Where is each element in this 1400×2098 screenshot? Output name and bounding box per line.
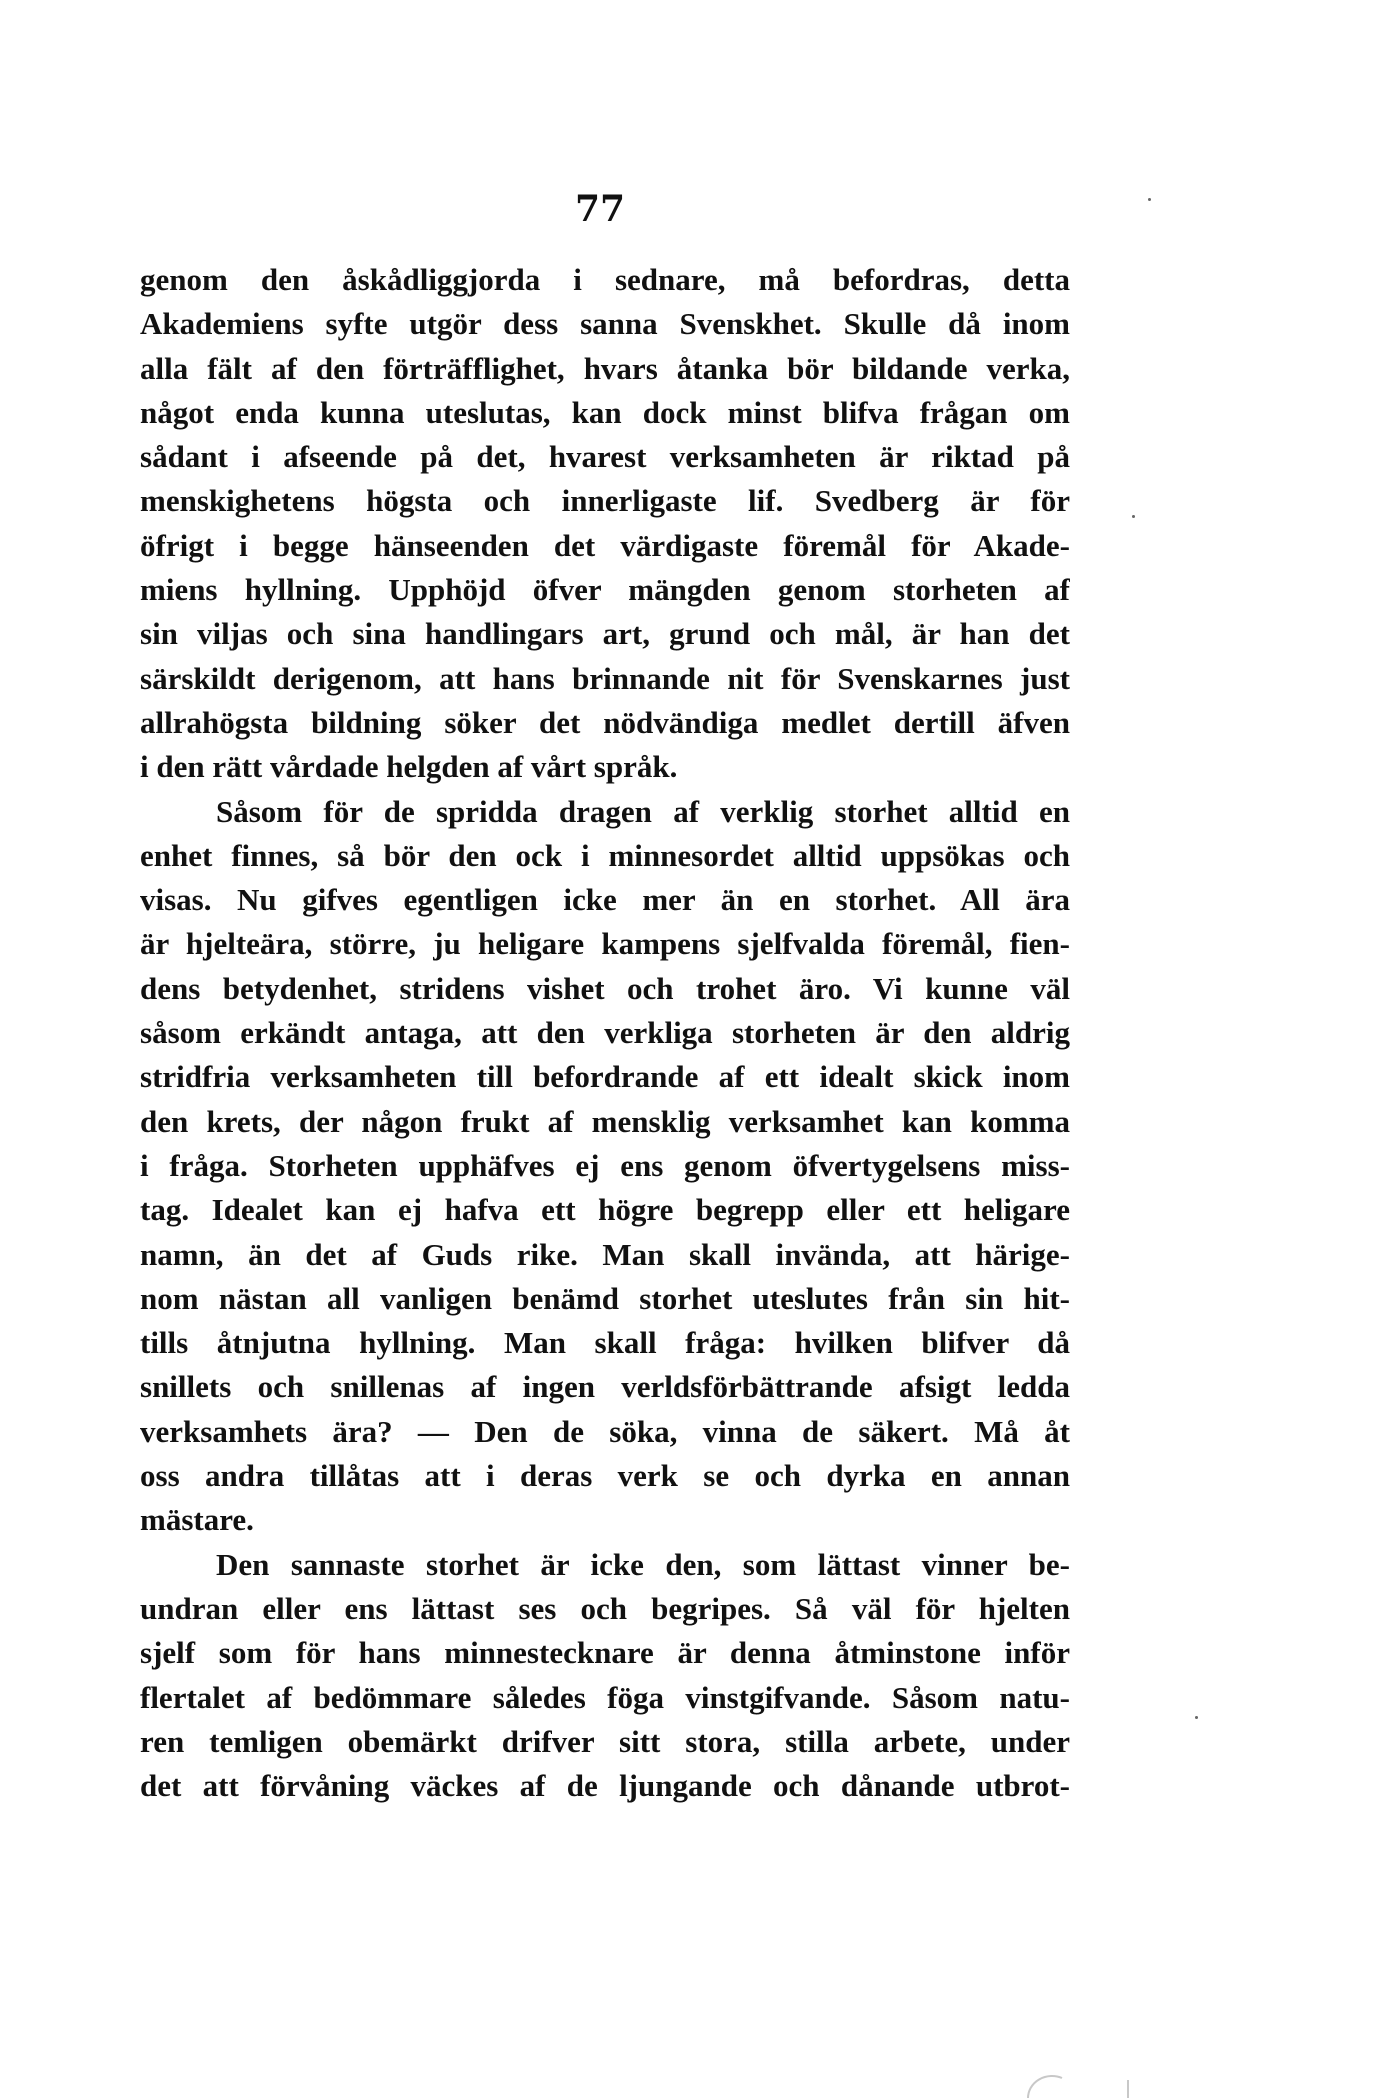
text-line: flertalet af bedömmare således föga vinstgifvande. Såsom natu- [140,1679,1070,1715]
text-line: Såsom för de spridda dragen af verklig storhet alltid en [216,793,1070,829]
scan-speck [1195,1716,1198,1719]
watermark-fragment [1010,2068,1140,2098]
text-line: snillets och snillenas af ingen verldsförbättrande afsigt ledda [140,1369,1070,1405]
text-line: i den rätt vårdade helgden af vårt språk. [140,749,678,785]
text-line: den krets, der någon frukt af mensklig verksamhet kan komma [140,1103,1070,1139]
text-line: namn, än det af Guds rike. Man skall invända, att härige- [140,1236,1070,1272]
text-line: menskighetens högsta och innerligaste lif. Svedberg är för [140,483,1070,519]
text-line: sin viljas och sina handlingars art, grund och mål, är han det [140,616,1070,652]
text-line: såsom erkändt antaga, att den verkliga storheten är den aldrig [140,1015,1070,1051]
text-line: är hjelteära, större, ju heligare kampens sjelfvalda föremål, fien- [140,926,1070,962]
text-line: enhet finnes, så bör den ock i minnesordet alltid uppsökas och [140,837,1070,873]
scan-speck [1132,515,1135,518]
text-line: sådant i afseende på det, hvarest verksamheten är riktad på [140,439,1070,475]
paragraph-2 [140,790,1070,1543]
text-line: alla fält af den förträfflighet, hvars åtanka bör bildande verka, [140,350,1070,386]
paragraph-1 [140,258,1070,790]
text-line: Akademiens syfte utgör dess sanna Svenskhet. Skulle då inom [140,306,1070,342]
text-line: ren temligen obemärkt drifver sitt stora, stilla arbete, under [140,1723,1070,1759]
body-text [140,258,1070,1808]
text-line: oss andra tillåtas att i deras verk se och dyrka en annan [140,1458,1070,1494]
scan-speck [1148,198,1151,201]
text-line: tag. Idealet kan ej hafva ett högre begrepp eller ett heligare [140,1192,1070,1228]
text-line: öfrigt i begge hänseenden det värdigaste föremål för Akade- [140,527,1070,563]
text-line: tills åtnjutna hyllning. Man skall fråga: hvilken blifver då [140,1325,1070,1361]
text-line: genom den åskådliggjorda i sednare, må befordras, detta [140,262,1070,297]
text-line: stridfria verksamheten till befordrande af ett idealt skick inom [140,1059,1070,1095]
text-line: undran eller ens lättast ses och begripes. Så väl för hjelten [140,1590,1070,1626]
paragraph-3 [140,1543,1070,1809]
text-line: mästare. [140,1502,254,1538]
text-line: sjelf som för hans minnestecknare är denna åtminstone inför [140,1635,1070,1671]
text-line: visas. Nu gifves egentligen icke mer än en storhet. All ära [140,882,1070,918]
text-line: nom nästan all vanligen benämd storhet uteslutes från sin hit- [140,1280,1070,1316]
page-number: 77 [574,188,626,230]
text-line: Den sannaste storhet är icke den, som lättast vinner be- [216,1546,1070,1582]
text-line: särskildt derigenom, att hans brinnande nit för Svenskarnes just [140,660,1070,696]
text-line: verksamhets ära? — Den de söka, vinna de säkert. Må åt [140,1413,1070,1449]
text-line: något enda kunna uteslutas, kan dock minst blifva frågan om [140,394,1070,430]
text-line: miens hyllning. Upphöjd öfver mängden genom storheten af [140,572,1070,608]
text-line: dens betydenhet, stridens vishet och trohet äro. Vi kunne väl [140,970,1070,1006]
text-line: det att förvåning väckes af de ljungande och dånande utbrot- [140,1768,1070,1804]
text-line: i fråga. Storheten upphäfves ej ens genom öfvertygelsens miss- [140,1147,1070,1183]
text-line: allrahögsta bildning söker det nödvändiga medlet dertill äfven [140,704,1070,740]
